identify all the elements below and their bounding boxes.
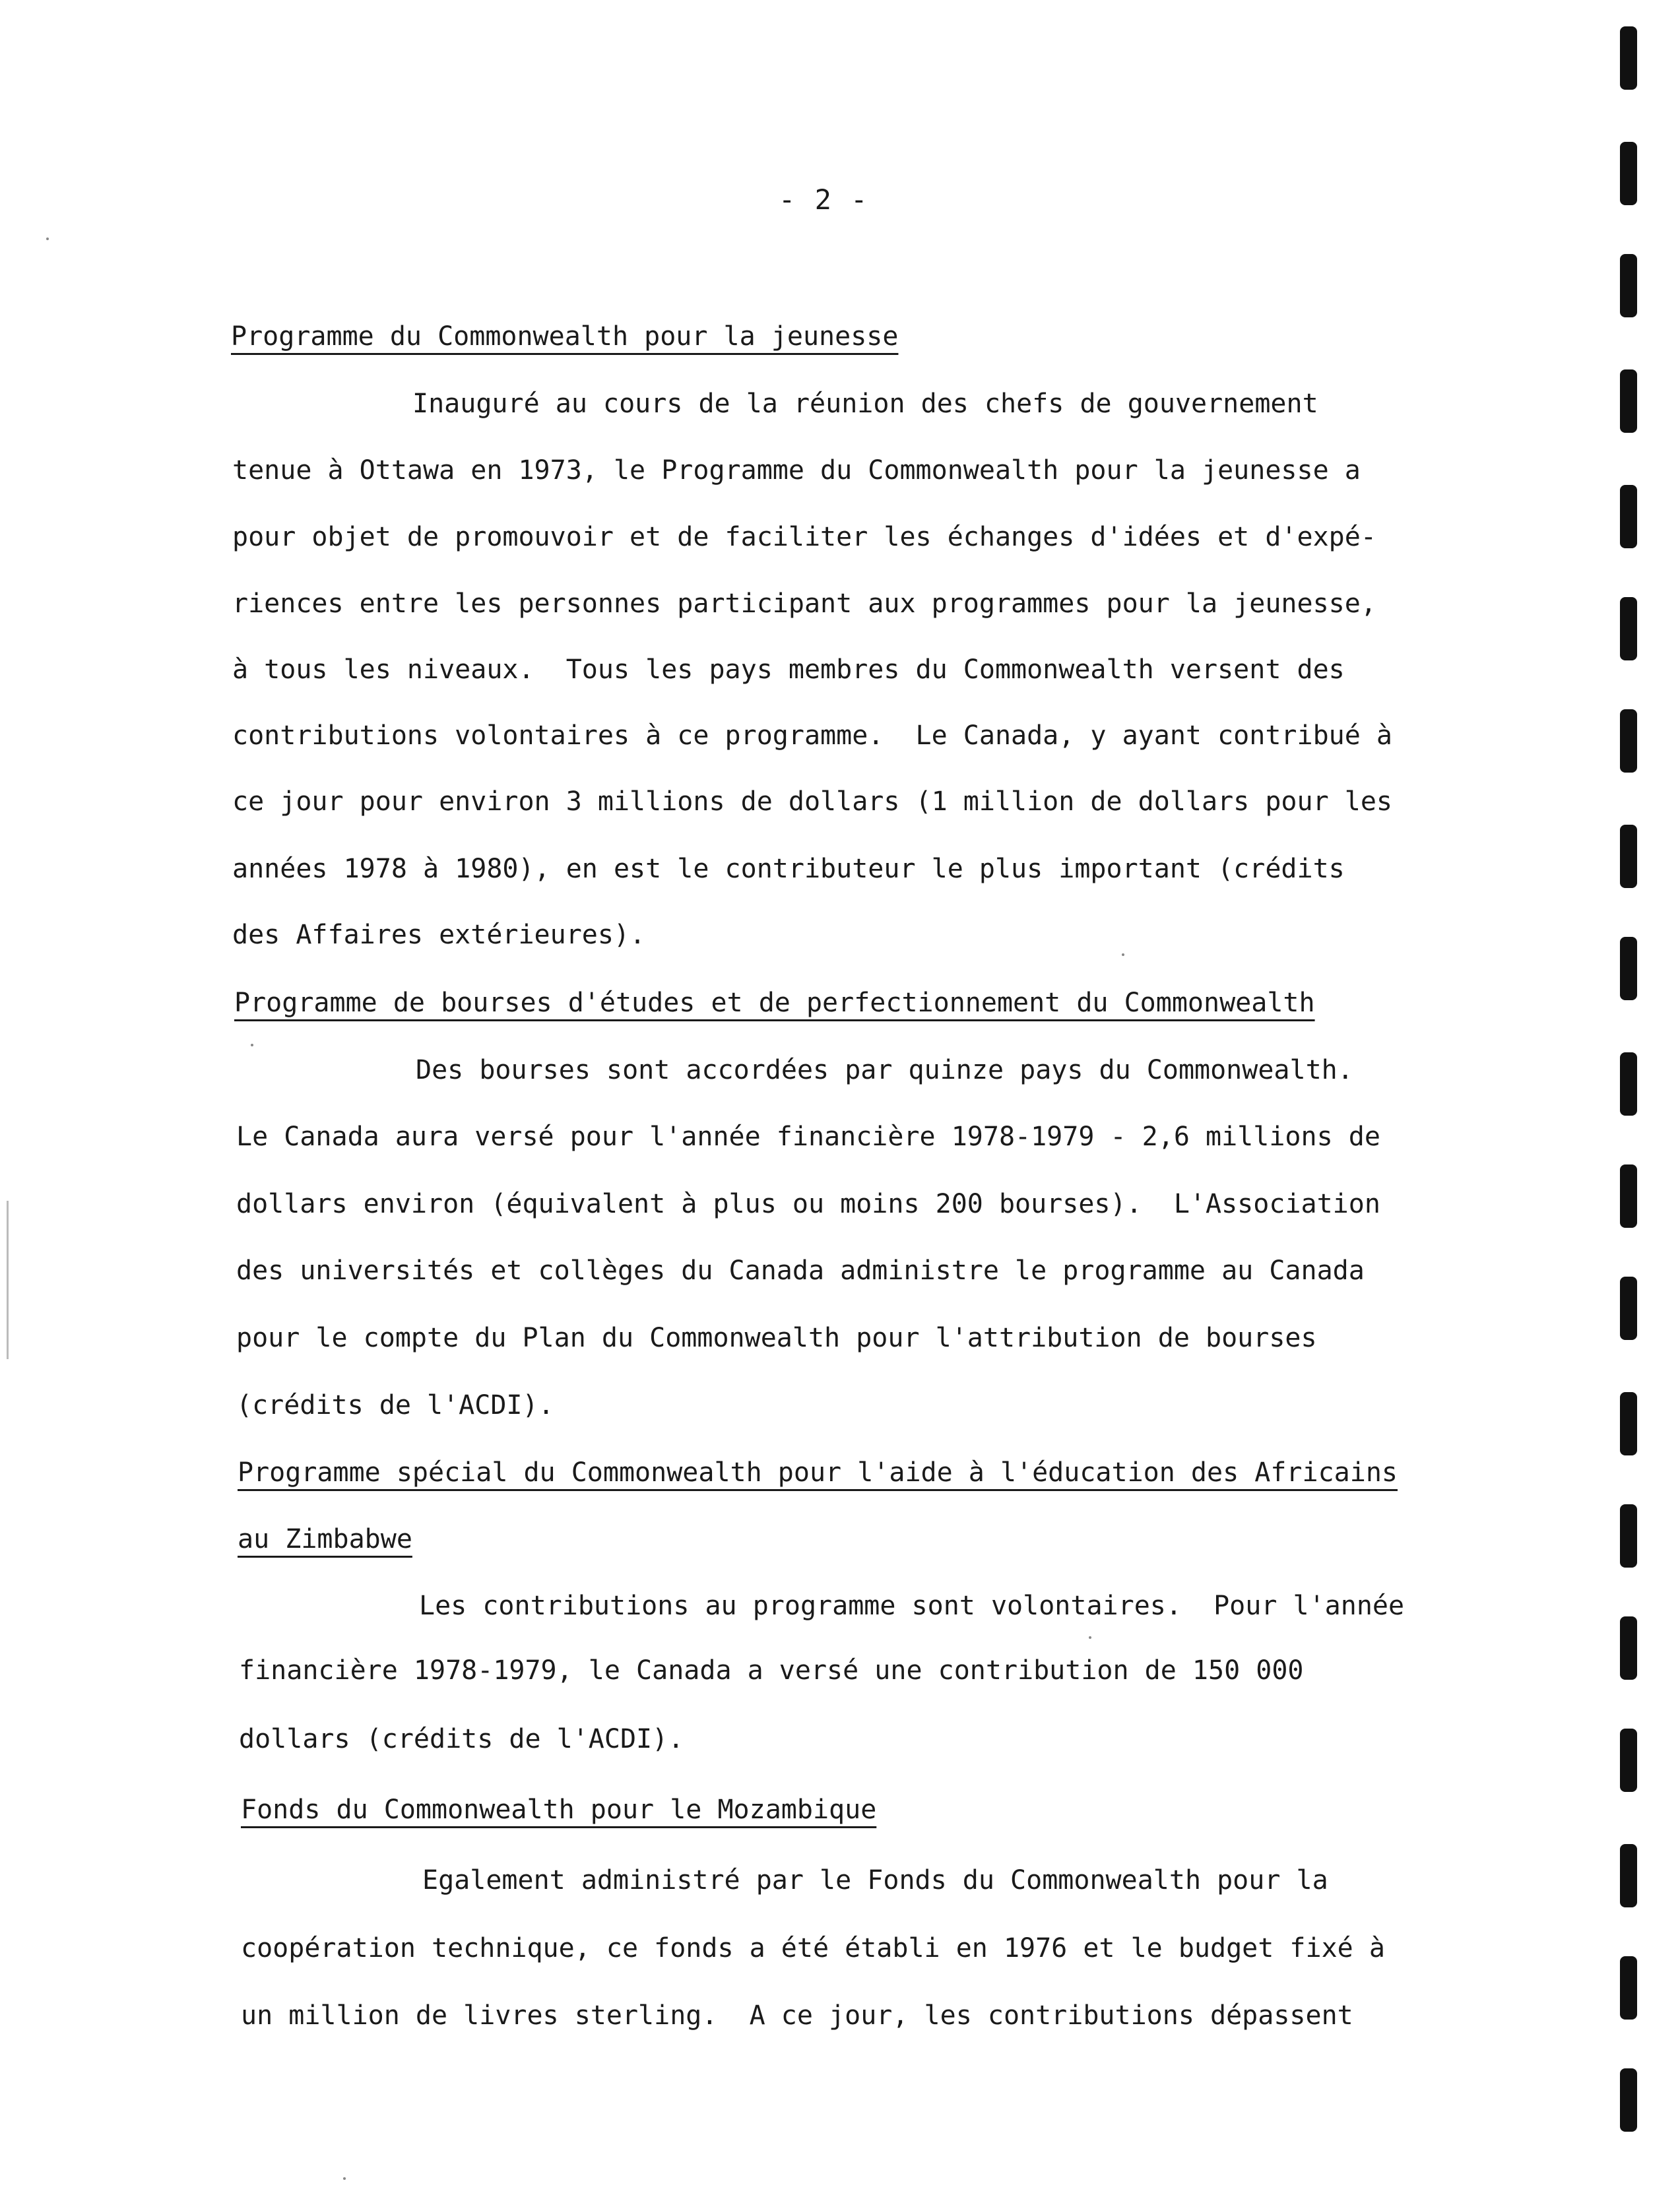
body-line: des universités et collèges du Canada administre le programme au Canada <box>236 1256 1365 1286</box>
scan-speck <box>251 1044 253 1046</box>
section-heading-scholarship-programme: Programme de bourses d'études et de perfectionnement du Commonwealth <box>234 988 1315 1018</box>
scan-speck <box>46 238 49 240</box>
page-number: - 2 - <box>779 183 869 216</box>
section-heading-zimbabwe-programme: Programme spécial du Commonwealth pour l'aide à l'éducation des Africains <box>238 1457 1398 1488</box>
binder-mark <box>1620 597 1637 660</box>
binder-mark <box>1620 1277 1637 1340</box>
body-line: années 1978 à 1980), en est le contributeur le plus important (crédits <box>232 854 1345 884</box>
section-heading-mozambique-fund: Fonds du Commonwealth pour le Mozambique <box>241 1795 877 1825</box>
body-line: coopération technique, ce fonds a été établi en 1976 et le budget fixé à <box>241 1933 1385 1963</box>
binder-mark <box>1620 937 1637 1000</box>
binder-mark <box>1620 709 1637 773</box>
body-line: pour le compte du Plan du Commonwealth pour l'attribution de bourses <box>236 1323 1317 1353</box>
body-line: ce jour pour environ 3 millions de dollars (1 million de dollars pour les <box>232 786 1392 817</box>
binder-mark <box>1620 485 1637 548</box>
body-line: (crédits de l'ACDI). <box>236 1390 554 1420</box>
binder-mark <box>1620 369 1637 433</box>
body-line: tenue à Ottawa en 1973, le Programme du Commonwealth pour la jeunesse a <box>232 455 1361 486</box>
binder-mark <box>1620 1052 1637 1116</box>
binder-mark <box>1620 1729 1637 1792</box>
binder-mark <box>1620 1392 1637 1455</box>
scan-speck <box>343 2177 346 2180</box>
body-line: Les contributions au programme sont volontaires. Pour l'année <box>419 1591 1405 1621</box>
section-heading-youth-programme: Programme du Commonwealth pour la jeunesse <box>231 321 899 352</box>
scan-speck <box>1122 953 1124 956</box>
body-line: Egalement administré par le Fonds du Commonwealth pour la <box>422 1865 1328 1896</box>
binder-mark <box>1620 26 1637 90</box>
binder-mark <box>1620 1956 1637 2020</box>
body-line: dollars environ (équivalent à plus ou moins 200 bourses). L'Association <box>236 1189 1380 1219</box>
binder-mark <box>1620 1844 1637 1907</box>
body-line: riences entre les personnes participant aux programmes pour la jeunesse, <box>232 589 1376 619</box>
scan-speck <box>1089 1636 1091 1639</box>
section-heading-zimbabwe-programme-cont: au Zimbabwe <box>238 1524 412 1554</box>
binder-mark <box>1620 142 1637 205</box>
binder-mark <box>1620 1164 1637 1228</box>
binder-mark <box>1620 1616 1637 1680</box>
scan-edge-line <box>7 1201 9 1359</box>
body-line: un million de livres sterling. A ce jour, les contributions dépassent <box>241 2000 1353 2031</box>
binder-mark <box>1620 1504 1637 1568</box>
body-line: contributions volontaires à ce programme. Le Canada, y ayant contribué à <box>232 720 1392 751</box>
binder-mark <box>1620 2068 1637 2132</box>
body-line: des Affaires extérieures). <box>232 920 646 950</box>
body-line: Inauguré au cours de la réunion des chefs de gouvernement <box>412 389 1318 419</box>
body-line: financière 1978-1979, le Canada a versé une contribution de 150 000 <box>239 1655 1304 1686</box>
body-line: Des bourses sont accordées par quinze pays du Commonwealth. <box>416 1055 1353 1085</box>
body-line: pour objet de promouvoir et de faciliter les échanges d'idées et d'expé- <box>232 522 1376 552</box>
body-line: dollars (crédits de l'ACDI). <box>239 1724 684 1754</box>
body-line: à tous les niveaux. Tous les pays membres du Commonwealth versent des <box>232 654 1345 685</box>
binder-mark <box>1620 825 1637 888</box>
body-line: Le Canada aura versé pour l'année financière 1978-1979 - 2,6 millions de <box>236 1122 1380 1152</box>
binder-mark <box>1620 254 1637 317</box>
